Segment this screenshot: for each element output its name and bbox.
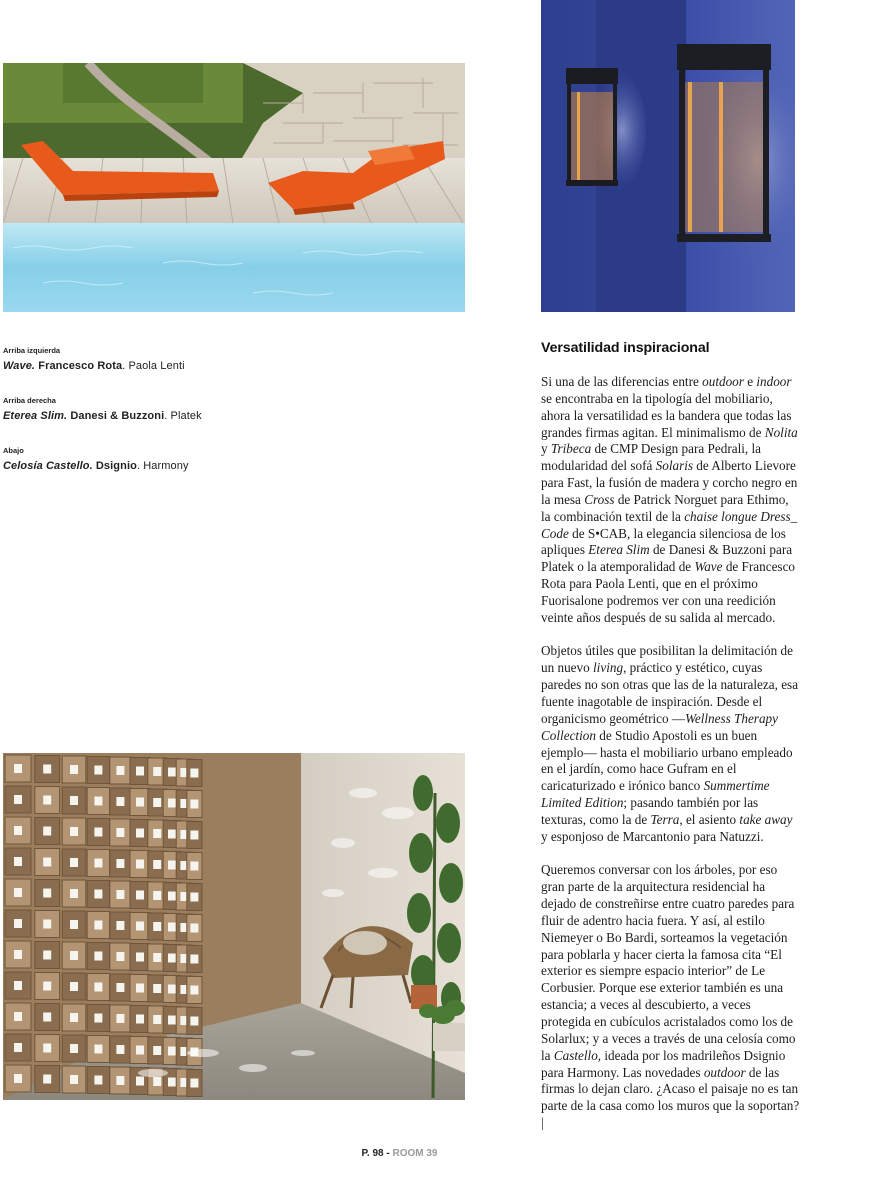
caption-product: Eterea Slim. <box>3 410 68 422</box>
text-run: Objetos útiles que posibilitan la delimitación de un nuevo <box>541 643 793 676</box>
text-run: y <box>541 441 551 457</box>
photo-captions <box>3 346 443 496</box>
page-number: P. 98 - <box>361 1148 393 1159</box>
text-run: de las firmas lo dejan claro. ¿Acaso el paisaje no es tan parte de la casa como los muros que la soportan? | <box>541 1064 800 1131</box>
photo-eterea-slim-lights <box>541 0 795 312</box>
text-run: , el asiento <box>679 811 740 827</box>
text-run: Summertime Limited Edition <box>541 778 770 811</box>
text-run: de Studio Apostoli es un buen ejemplo— hasta el mobiliario urbano empleado en el jardín, como hace Gufram en el caricaturizado e irónico banco <box>541 727 793 794</box>
text-run: Nolita <box>764 424 798 440</box>
text-run: Terra <box>650 811 680 827</box>
caption-position-label: Arriba izquierda <box>3 346 61 355</box>
text-run: , práctico y estético, cuyas paredes no son otras que las de la naturaleza, esa fuente inagotable de inspiración. Desde el organicismo geométrico — <box>541 660 799 726</box>
caption-top-left <box>3 346 443 372</box>
photo-wave-loungers <box>3 63 465 312</box>
caption-designer: Dsignio <box>95 460 137 472</box>
article-title: Versatilidad inspiracional <box>541 340 710 356</box>
text-run: de Francesco Rota para Paola Lenti, que en el próximo Fuorisalone podremos ver con una reedición veinte años después de su salida al mercado. <box>541 559 796 625</box>
article-paragraph-1 <box>541 374 801 627</box>
caption-top-right <box>3 396 443 422</box>
caption-product: Wave. <box>3 360 36 372</box>
caption-brand: . Harmony <box>136 460 189 472</box>
text-run: Eterea Slim <box>588 542 650 558</box>
caption-position-label: Abajo <box>3 446 24 455</box>
text-run: de CMP Design para Pedrali, la modularidad del sofá <box>541 441 762 474</box>
text-run: Si una de las diferencias entre <box>541 374 703 389</box>
caption-designer: Danesi & Buzzoni <box>70 410 165 422</box>
caption-brand: . Platek <box>164 410 202 422</box>
text-run: chaise longue Dress_ Code <box>541 508 798 541</box>
text-run: de Alberto Lievore para Fast, la fusión de madera y corcho negro en la mesa <box>541 458 798 507</box>
text-run: Tribeca <box>550 441 592 457</box>
caption-position-label: Arriba derecha <box>3 396 56 405</box>
text-run: indoor <box>756 374 792 389</box>
caption-brand: . Paola Lenti <box>122 360 185 372</box>
text-run: living <box>593 660 624 676</box>
text-run: ; pasando también por las texturas, como la de <box>541 795 759 827</box>
article-paragraph-2 <box>541 643 801 845</box>
text-run: Wellness Therapy Collection <box>541 710 778 743</box>
text-run: de Danesi & Buzzoni para Platek o la atemporalidad de <box>541 542 793 575</box>
text-run: de Patrick Norguet para Ethimo, la combinación textil de la <box>541 491 789 524</box>
text-run: se encontraba en la tipología del mobiliario, ahora la versatilidad es la bandera que todas las grandes firmas agitan. El minimalismo de <box>541 390 792 440</box>
photo-celosia-castello <box>3 753 465 1100</box>
text-run: de S•CAB, la elegancia silenciosa de los apliques <box>541 525 786 558</box>
text-run: y esponjoso de Marcantonio para Natuzzi. <box>541 828 764 844</box>
text-run: Castello <box>553 1047 598 1063</box>
article-paragraph-3 <box>541 862 801 1132</box>
text-run: take away <box>739 811 793 827</box>
page-footer <box>0 1148 799 1159</box>
caption-designer: Francesco Rota <box>38 360 123 372</box>
text-run: , ideada por los madrileños Dsignio para Harmony. Las novedades <box>541 1047 786 1080</box>
text-run: Queremos conversar con los árboles, por eso gran parte de la arquitectura residencial ha dejado de constreñirse entre cuatro paredes para fluir de adentro hacia fuera. Y así, al estilo Niemeyer o Bo Bardi, sorteamos la vegetación para poblarla y hacer cierta la famosa cita “El exterior es siempre espacio interior” de Le Corbusier. Porque ese exterior también es una estancia; a veces al descubierto, a veces protegida en cubículos acristalados como los de Solarlux; y a veces a través de una celosía como la <box>541 862 796 1063</box>
caption-bottom <box>3 446 443 472</box>
text-run: e <box>743 374 757 389</box>
text-run: outdoor <box>702 374 744 389</box>
article <box>541 340 801 1149</box>
caption-product: Celosía Castello. <box>3 460 93 472</box>
text-run: Cross <box>584 491 615 507</box>
text-run: outdoor <box>703 1064 746 1080</box>
text-run: Solaris <box>655 458 693 474</box>
magazine-name: ROOM 39 <box>392 1148 438 1159</box>
text-run: Wave <box>694 559 723 575</box>
